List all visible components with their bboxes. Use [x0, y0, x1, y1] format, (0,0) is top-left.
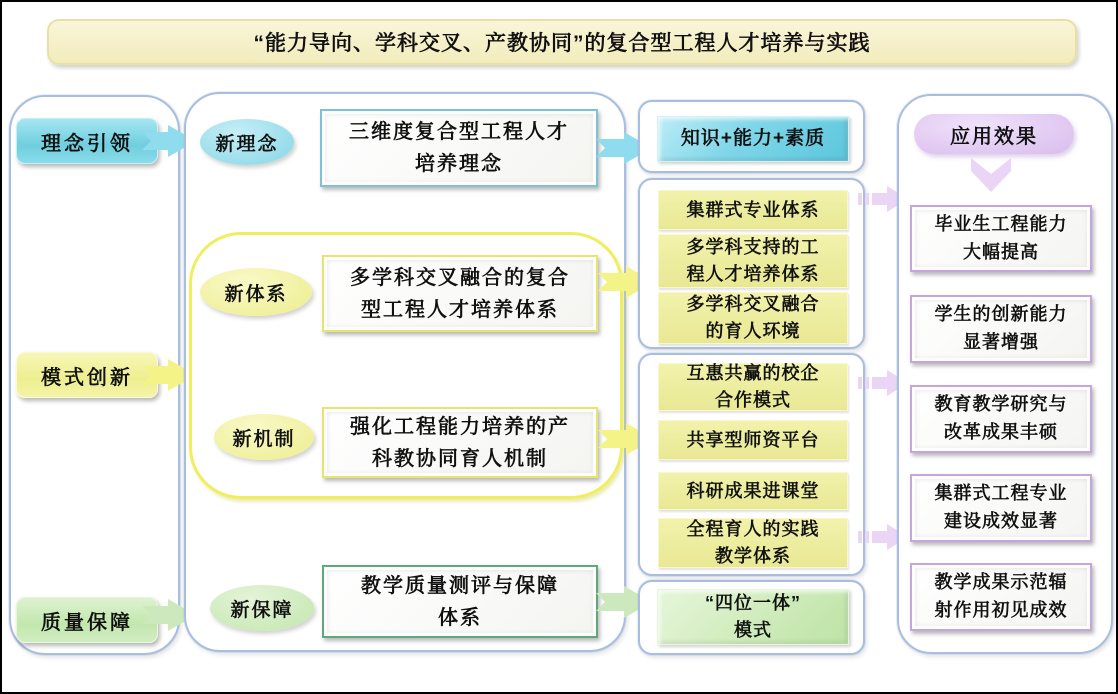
- diagram-title-text: “能力导向、学科交叉、产教协同”的复合型工程人才培养与实践: [253, 32, 871, 55]
- measure-line: 科教协同育人机制: [372, 447, 548, 470]
- outcome-box-cluster-majors: [658, 190, 848, 230]
- stage-new-guarantee: [210, 585, 314, 631]
- stage-label: 新保障: [230, 599, 294, 621]
- stage-label: 新机制: [232, 428, 296, 450]
- outcome-box-multidiscipline-support: [658, 234, 848, 288]
- outcome-box-crossdiscipline-environment: [658, 292, 848, 344]
- outcome-line: 共享型师资平台: [686, 429, 820, 450]
- measure-line: 强化工程能力培养的产: [350, 415, 570, 438]
- left-item-model-innovation: [16, 352, 158, 398]
- outcome-line: 模式: [734, 620, 772, 640]
- outcome-box-research-to-class: [658, 472, 848, 510]
- effect-line: 显著增强: [963, 332, 1039, 352]
- effect-header: [914, 114, 1074, 154]
- measure-line: 三维度复合型工程人才: [349, 121, 569, 143]
- effect-box-cluster-construction: [910, 474, 1092, 542]
- outcome-line: 集群式专业体系: [686, 199, 820, 220]
- effect-box-student-innovation: [910, 295, 1092, 363]
- outcome-line: 互惠共赢的校企: [686, 363, 820, 383]
- outcome-line: 程人才培养体系: [686, 264, 820, 284]
- measure-box-quality: [322, 565, 598, 638]
- effect-box-graduate-ability: [910, 205, 1092, 272]
- stage-new-mechanism: [214, 414, 314, 460]
- outcome-line: 全程育人的实践: [686, 519, 820, 539]
- outcome-line: 的育人环境: [705, 321, 801, 341]
- outcome-box-four-in-one: [657, 589, 849, 645]
- measure-box-mechanism: [322, 407, 598, 478]
- stage-label: 新体系: [224, 283, 288, 305]
- effect-box-demonstration-radiation: [910, 563, 1092, 631]
- effect-line: 教育教学研究与: [934, 394, 1068, 415]
- outcome-line: 合作模式: [715, 390, 791, 410]
- measure-line: 培养理念: [415, 153, 503, 175]
- measure-box-system: [322, 255, 598, 332]
- stage-new-system: [200, 268, 312, 316]
- effect-line: 射作用初见成效: [934, 600, 1068, 620]
- outcome-line: 教学体系: [715, 546, 791, 566]
- outcome-box-knowledge-ability-quality: [657, 116, 849, 162]
- measure-box-concept: [320, 109, 598, 187]
- outcome-box-shared-faculty: [658, 420, 848, 460]
- effect-line: 学生的创新能力: [934, 304, 1068, 325]
- measure-line: 多学科交叉融合的复合: [350, 266, 570, 289]
- effect-line: 建设成效显著: [944, 511, 1058, 531]
- left-item-label: 质量保障: [41, 611, 133, 634]
- outcome-line: 多学科交叉融合: [686, 294, 820, 314]
- chevron-down-purple-icon: [968, 158, 1014, 192]
- outcome-box-whole-process-practice: [658, 518, 848, 568]
- effect-line: 毕业生工程能力: [934, 213, 1068, 234]
- effect-box-teaching-research: [910, 385, 1092, 453]
- effect-line: 教学成果示范辐: [934, 572, 1068, 593]
- stage-new-concept: [200, 119, 294, 165]
- measure-line: 教学质量测评与保障: [361, 574, 559, 597]
- left-item-concept-leading: [16, 118, 158, 164]
- diagram-title: [47, 19, 1077, 65]
- measure-line: 体系: [438, 606, 482, 629]
- effect-line: 改革成果丰硕: [944, 422, 1058, 442]
- left-item-label: 理念引领: [41, 132, 133, 155]
- outcome-line: 科研成果进课堂: [686, 480, 820, 501]
- effect-line: 集群式工程专业: [934, 483, 1068, 504]
- effect-line: 大幅提高: [963, 241, 1039, 262]
- outcome-line: 知识+能力+素质: [680, 127, 826, 149]
- outcome-box-school-enterprise: [658, 363, 848, 411]
- measure-line: 型工程人才培养体系: [361, 298, 559, 321]
- stage-label: 新理念: [215, 133, 279, 155]
- left-item-quality-assurance: [16, 597, 158, 643]
- effect-header-label: 应用效果: [950, 125, 1038, 148]
- outcome-line: 多学科支持的工: [686, 237, 820, 257]
- outcome-line: “四位一体”: [705, 593, 801, 613]
- left-item-label: 模式创新: [41, 366, 133, 389]
